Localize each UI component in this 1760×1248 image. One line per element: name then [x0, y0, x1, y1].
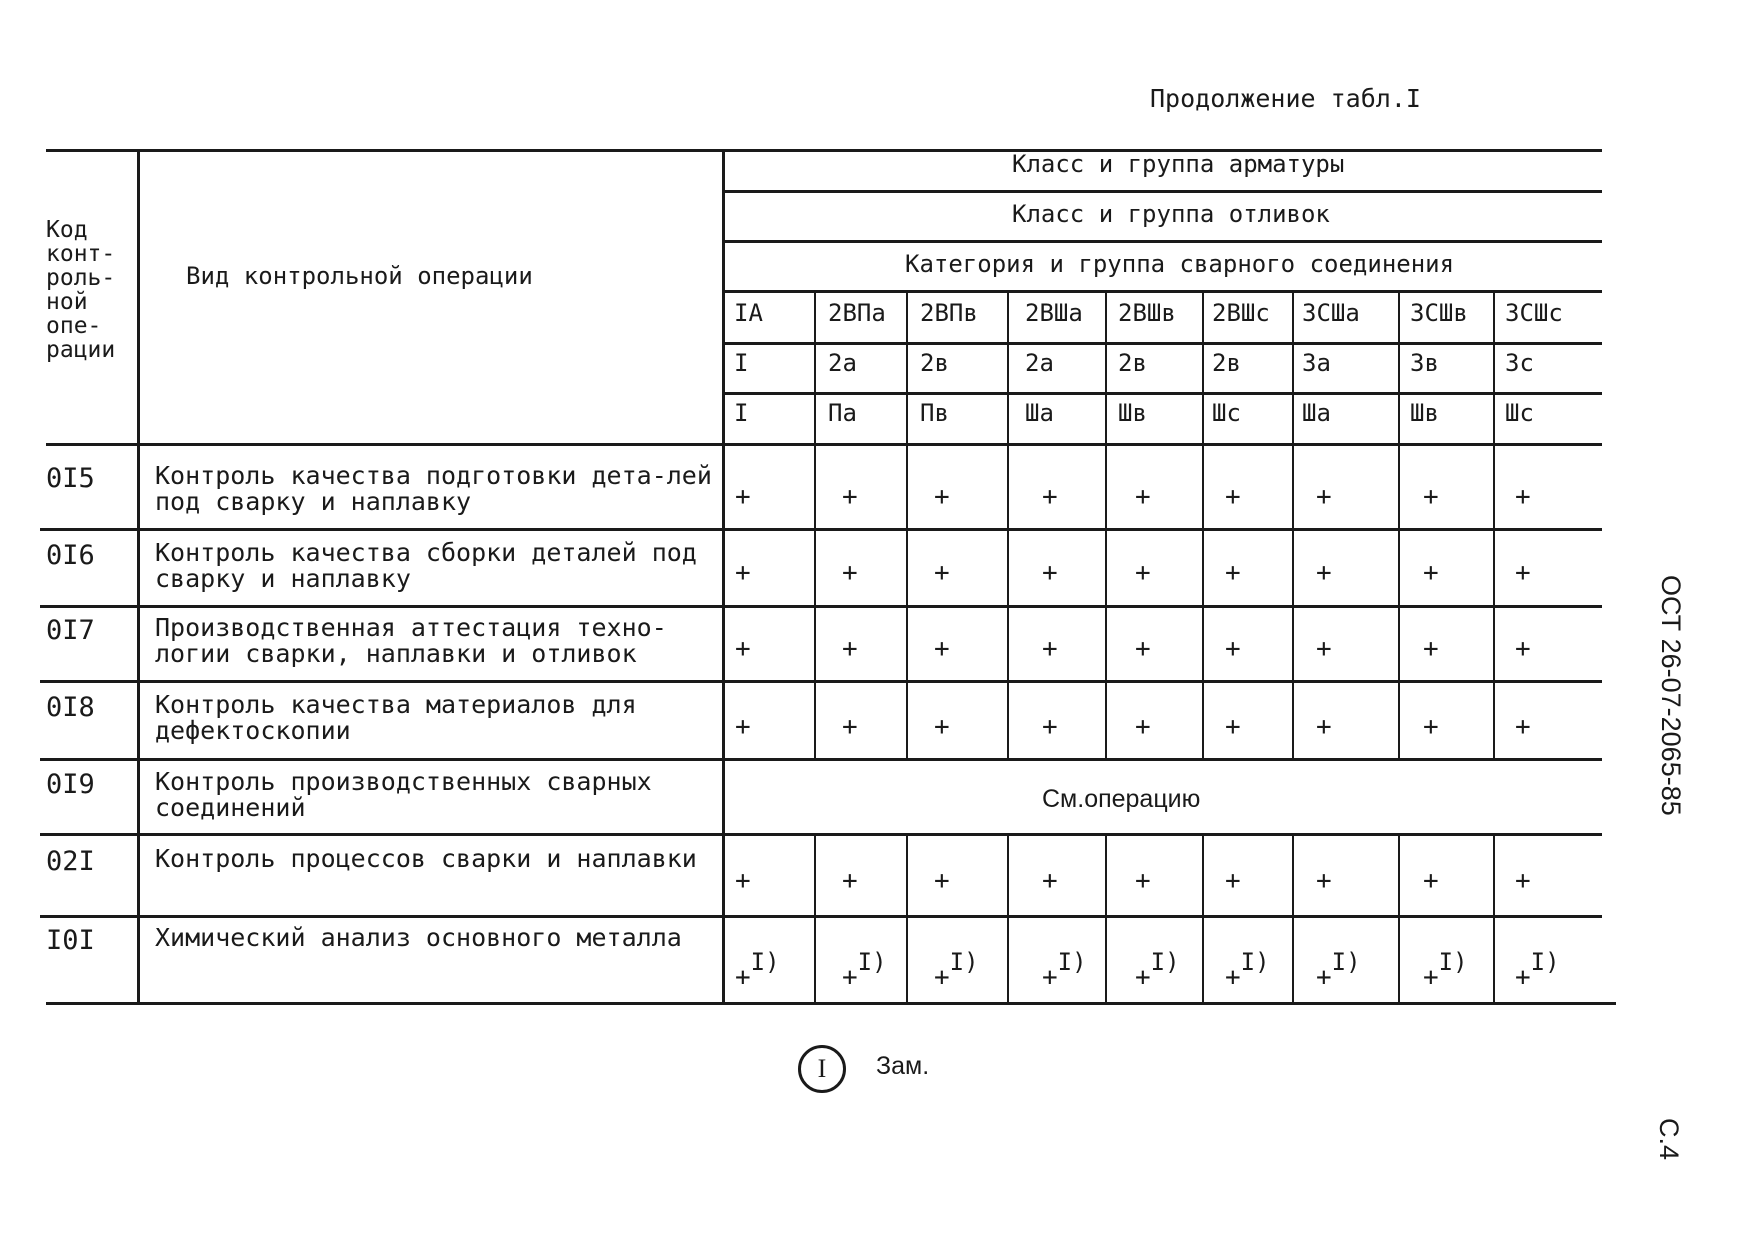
row-mark [1042, 558, 1058, 588]
row-mark [1042, 634, 1058, 664]
weld-group-3: Пв [920, 399, 949, 427]
mark-symbol: + [842, 634, 858, 664]
armature-group-6: 2ВШс [1212, 299, 1270, 327]
footnote-ref: I) [1240, 948, 1270, 976]
merged-note-cell: См.операцию [1042, 785, 1201, 813]
footnote-ref: I) [1150, 948, 1180, 976]
vrule-col-8 [1493, 290, 1495, 760]
row-operation: Контроль процессов сварки и наплавки [155, 844, 697, 873]
mark-symbol: + [1515, 962, 1531, 993]
armature-group-1: IA [734, 299, 763, 327]
casting-group-7: 3а [1302, 349, 1331, 377]
rule-level1 [722, 190, 1602, 193]
casting-group-8: 3в [1410, 349, 1439, 377]
row-mark [1042, 712, 1058, 742]
row-operation: Контроль качества сборки деталей под сварку и наплавку [155, 538, 697, 593]
row-operation: Контроль производственных сварных соединений [155, 767, 652, 822]
row-mark [934, 712, 950, 742]
rule-row4 [40, 758, 1602, 761]
row-mark [1316, 712, 1332, 742]
mark-symbol: + [1042, 712, 1058, 742]
rule-header-bottom [46, 443, 1602, 446]
mark-symbol: + [1042, 634, 1058, 664]
vrule-col-4b [1105, 833, 1107, 1005]
row-mark [934, 866, 950, 896]
row-mark [1135, 866, 1151, 896]
vrule-col-4 [1105, 290, 1107, 760]
rule-bottom [46, 1002, 1616, 1005]
mark-symbol: + [1225, 482, 1241, 512]
mark-symbol: + [1316, 712, 1332, 742]
armature-group-9: 3СШс [1505, 299, 1563, 327]
row-operation: Контроль качества материалов для дефектоскопии [155, 690, 637, 745]
row-mark [1515, 866, 1531, 896]
mark-symbol: + [934, 962, 950, 993]
casting-group-4: 2а [1025, 349, 1054, 377]
header-armature-class: Класс и группа арматуры [1012, 150, 1345, 178]
mark-symbol: + [735, 962, 751, 993]
mark-symbol: + [1423, 962, 1439, 993]
row-mark [735, 712, 751, 742]
casting-group-2: 2а [828, 349, 857, 377]
rule-top [46, 149, 1602, 152]
row-mark [1042, 482, 1058, 512]
row-mark [1316, 948, 1361, 993]
mark-symbol: + [1135, 866, 1151, 896]
row-code: 0I9 [46, 769, 95, 800]
row-mark [1515, 558, 1531, 588]
row-mark [934, 558, 950, 588]
vrule-code [137, 149, 140, 1005]
row-mark [735, 866, 751, 896]
rule-row1 [40, 528, 1602, 531]
row-operation: Химический анализ основного металла [155, 923, 682, 952]
row-mark [842, 866, 858, 896]
row-mark [842, 482, 858, 512]
row-mark [1225, 866, 1241, 896]
armature-group-4: 2ВШа [1025, 299, 1083, 327]
rule-armature [722, 342, 1602, 345]
row-mark [1423, 482, 1439, 512]
row-mark [1225, 558, 1241, 588]
vrule-operation [722, 149, 725, 1005]
armature-group-2: 2ВПа [828, 299, 886, 327]
row-mark [842, 634, 858, 664]
row-mark [1423, 634, 1439, 664]
armature-group-5: 2ВШв [1118, 299, 1176, 327]
mark-symbol: + [842, 558, 858, 588]
row-code: 02I [46, 846, 95, 877]
row-mark [842, 948, 887, 993]
vrule-col-6b [1292, 833, 1294, 1005]
mark-symbol: + [1135, 634, 1151, 664]
mark-symbol: + [1423, 558, 1439, 588]
vrule-col-1 [814, 290, 816, 760]
mark-symbol: + [1225, 962, 1241, 993]
footnote-ref: I) [1331, 948, 1361, 976]
rule-row5 [40, 833, 1602, 836]
row-mark [1316, 558, 1332, 588]
weld-group-7: Шa [1302, 399, 1331, 427]
rule-level2 [722, 240, 1602, 243]
mark-symbol: + [842, 712, 858, 742]
armature-group-7: 3СШа [1302, 299, 1360, 327]
row-mark [1135, 558, 1151, 588]
row-operation: Производственная аттестация техно-логии сварки, наплавки и отливок [155, 613, 667, 668]
weld-group-6: Шс [1212, 399, 1241, 427]
mark-symbol: + [1316, 866, 1332, 896]
vrule-col-3b [1007, 833, 1009, 1005]
row-mark [934, 482, 950, 512]
rule-casting [722, 392, 1602, 395]
vrule-col-3 [1007, 290, 1009, 760]
header-operation-column: Вид контрольной операции [186, 262, 533, 290]
mark-symbol: + [1423, 866, 1439, 896]
row-mark [735, 482, 751, 512]
row-mark [934, 634, 950, 664]
mark-symbol: + [735, 712, 751, 742]
row-mark [1225, 634, 1241, 664]
row-code: 0I5 [46, 463, 95, 494]
casting-group-9: 3с [1505, 349, 1534, 377]
mark-symbol: + [1423, 712, 1439, 742]
row-mark [1225, 948, 1270, 993]
vrule-col-5 [1202, 290, 1204, 760]
amendment-symbol: I [798, 1045, 846, 1093]
header-weld-category: Категория и группа сварного соединения [905, 250, 1455, 278]
rule-row3 [40, 680, 1602, 683]
mark-symbol: + [1042, 962, 1058, 993]
weld-group-4: Шa [1025, 399, 1054, 427]
mark-symbol: + [1225, 634, 1241, 664]
armature-group-3: 2ВПв [920, 299, 978, 327]
casting-group-1: I [734, 349, 749, 377]
casting-group-3: 2в [920, 349, 949, 377]
row-mark [1135, 634, 1151, 664]
row-operation: Контроль качества подготовки дета-лей под сварку и наплавку [155, 461, 712, 516]
row-mark [934, 948, 979, 993]
row-mark [1135, 948, 1180, 993]
row-mark [1423, 558, 1439, 588]
footnote-ref: I) [1057, 948, 1087, 976]
row-mark [1225, 712, 1241, 742]
mark-symbol: + [934, 482, 950, 512]
row-mark [1316, 482, 1332, 512]
mark-symbol: + [1225, 712, 1241, 742]
vrule-col-2b [906, 833, 908, 1005]
mark-symbol: + [1225, 866, 1241, 896]
mark-symbol: + [1135, 962, 1151, 993]
amendment-label: Зам. [876, 1052, 930, 1080]
mark-symbol: + [1316, 558, 1332, 588]
document-number: ОСТ 26-07-2065-85 [1656, 575, 1686, 816]
mark-symbol: + [1515, 558, 1531, 588]
mark-symbol: + [1316, 962, 1332, 993]
mark-symbol: + [1225, 558, 1241, 588]
row-mark [735, 558, 751, 588]
row-code: 0I8 [46, 692, 95, 723]
rule-row2 [40, 605, 1602, 608]
continuation-note: Продолжение табл.I [1150, 84, 1421, 113]
row-mark [1515, 634, 1531, 664]
mark-symbol: + [1515, 482, 1531, 512]
mark-symbol: + [1515, 712, 1531, 742]
mark-symbol: + [1042, 558, 1058, 588]
row-mark [1042, 948, 1087, 993]
mark-symbol: + [842, 482, 858, 512]
vrule-col-7 [1398, 290, 1400, 760]
header-casting-class: Класс и группа отливок [1012, 200, 1330, 228]
mark-symbol: + [934, 634, 950, 664]
mark-symbol: + [934, 558, 950, 588]
weld-group-8: Шв [1410, 399, 1439, 427]
mark-symbol: + [934, 866, 950, 896]
mark-symbol: + [1135, 712, 1151, 742]
mark-symbol: + [1042, 866, 1058, 896]
rule-row6 [40, 915, 1602, 918]
mark-symbol: + [842, 866, 858, 896]
footnote-ref: I) [1530, 948, 1560, 976]
footnote-ref: I) [857, 948, 887, 976]
row-mark [1423, 948, 1468, 993]
mark-symbol: + [1135, 482, 1151, 512]
vrule-col-1b [814, 833, 816, 1005]
row-mark [1042, 866, 1058, 896]
row-mark [1423, 712, 1439, 742]
rule-level3 [722, 290, 1602, 293]
row-mark [1515, 712, 1531, 742]
mark-symbol: + [735, 634, 751, 664]
row-mark [1135, 712, 1151, 742]
vrule-col-8b [1493, 833, 1495, 1005]
mark-symbol: + [1515, 634, 1531, 664]
vrule-col-5b [1202, 833, 1204, 1005]
header-code-column: Код конт-роль-ной опе-рации [46, 217, 116, 363]
row-mark [1135, 482, 1151, 512]
mark-symbol: + [1042, 482, 1058, 512]
footnote-ref: I) [750, 948, 780, 976]
row-mark [1423, 866, 1439, 896]
footnote-ref: I) [1438, 948, 1468, 976]
mark-symbol: + [1515, 866, 1531, 896]
row-mark [735, 634, 751, 664]
page-number: С.4 [1654, 1118, 1684, 1161]
armature-group-8: 3СШв [1410, 299, 1468, 327]
footnote-ref: I) [949, 948, 979, 976]
vrule-col-2 [906, 290, 908, 760]
mark-symbol: + [1423, 634, 1439, 664]
mark-symbol: + [1135, 558, 1151, 588]
weld-group-9: Шс [1505, 399, 1534, 427]
weld-group-1: I [734, 399, 749, 427]
mark-symbol: + [1423, 482, 1439, 512]
row-mark [1316, 634, 1332, 664]
vrule-col-6 [1292, 290, 1294, 760]
vrule-col-7b [1398, 833, 1400, 1005]
row-code: 0I6 [46, 540, 95, 571]
weld-group-2: Па [828, 399, 857, 427]
mark-symbol: + [735, 558, 751, 588]
row-mark [735, 948, 780, 993]
row-mark [1515, 948, 1560, 993]
mark-symbol: + [1316, 482, 1332, 512]
mark-symbol: + [842, 962, 858, 993]
row-mark [1316, 866, 1332, 896]
mark-symbol: + [735, 482, 751, 512]
row-mark [842, 712, 858, 742]
casting-group-6: 2в [1212, 349, 1241, 377]
casting-group-5: 2в [1118, 349, 1147, 377]
mark-symbol: + [735, 866, 751, 896]
row-mark [1225, 482, 1241, 512]
row-mark [1515, 482, 1531, 512]
row-code: I0I [46, 925, 95, 956]
row-code: 0I7 [46, 615, 95, 646]
mark-symbol: + [1316, 634, 1332, 664]
mark-symbol: + [934, 712, 950, 742]
row-mark [842, 558, 858, 588]
weld-group-5: Шв [1118, 399, 1147, 427]
